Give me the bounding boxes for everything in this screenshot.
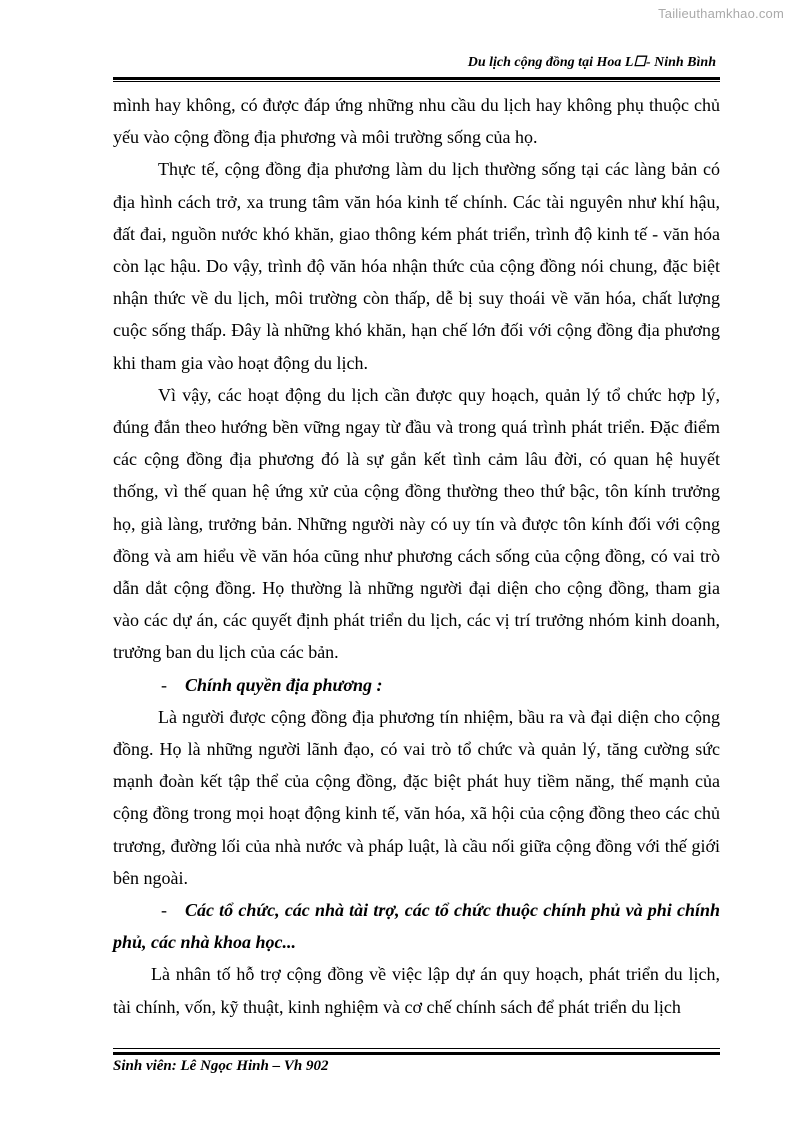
paragraph-continuation: mình hay không, có được đáp ứng những nhu cầu du lịch hay không phụ thuộc chủ yếu vào cộng đồng địa phương và môi trường sống của họ.: [113, 95, 720, 148]
footer-rule: [113, 1052, 720, 1055]
header-rule: [113, 77, 720, 80]
bullet-heading: Chính quyền địa phương :: [185, 674, 383, 695]
bullet-local-government: [113, 669, 720, 701]
paragraph-government-role: Là người được cộng đồng địa phương tín nhiệm, bầu ra và đại diện cho cộng đồng. Họ là những người lãnh đạo, có vai trò tổ chức và quản lý, tăng cường sức mạnh đoàn kết tập thể của cộng đồng, đặc biệt phát huy tiềm năng, thế mạnh của cộng đồng trong mọi hoạt động kinh tế, văn hóa, xã hội của cộng đồng theo các chủ trương, đường lối của nhà nước và pháp luật, là cầu nối giữa cộng đồng với thế giới bên ngoài.: [113, 706, 720, 888]
bullet-organizations: [113, 894, 720, 958]
header-rule-thin: [113, 81, 720, 82]
running-header-title: Du lịch cộng đồng tại Hoa L☐- Ninh Bình: [467, 55, 716, 70]
paragraph-planning: Vì vậy, các hoạt động du lịch cần được quy hoạch, quản lý tổ chức hợp lý, đúng đắn theo hướng bền vững ngay từ đầu và trong quá trình phát triển. Đặc điểm các cộng đồng địa phương đó là sự gắn kết tình cảm lâu đời, có quan hệ huyết thống, vì thế quan hệ ứng xử của cộng đồng thường theo thứ bậc, tôn kính trưởng họ, già làng, trưởng bản. Những người này có uy tín và được tôn kính đối với cộng đồng và am hiểu về văn hóa cũng như phương cách sống của cộng đồng, có vai trò dẫn dắt cộng đồng. Họ thường là những người đại diện cho cộng đồng, tham gia vào các dự án, các quyết định phát triển du lịch, các vị trí trưởng nhóm kinh doanh, trưởng ban du lịch của các bản.: [113, 384, 720, 663]
bullet-heading: Các tổ chức, các nhà tài trợ, các tổ chức thuộc chính phủ và phi chính phủ, các nhà khoa học...: [113, 900, 720, 953]
page-body: [113, 89, 720, 1023]
bullet-dash: -: [161, 900, 167, 921]
paragraph-support-role: Là nhân tố hỗ trợ cộng đồng về việc lập dự án quy hoạch, phát triển du lịch, tài chính, vốn, kỹ thuật, kinh nghiệm và cơ chế chính sách để phát triển du lịch: [113, 964, 720, 1017]
watermark-text: Tailieuthamkhao.com: [658, 6, 784, 21]
paragraph-reality: Thực tế, cộng đồng địa phương làm du lịch thường sống tại các làng bản có địa hình cách trở, xa trung tâm văn hóa kinh tế chính. Các tài nguyên như khí hậu, đất đai, nguồn nước khó khăn, giao thông kém phát triển, trình độ kinh tế - văn hóa còn lạc hậu. Do vậy, trình độ văn hóa nhận thức của cộng đồng nói chung, đặc biệt nhận thức về du lịch, môi trường còn thấp, dễ bị suy thoái về văn hóa, chất lượng cuộc sống thấp. Đây là những khó khăn, hạn chế lớn đối với cộng đồng địa phương khi tham gia vào hoạt động du lịch.: [113, 159, 720, 373]
footer-author: Sinh viên: Lê Ngọc Hinh – Vh 902: [113, 1058, 329, 1074]
bullet-dash: -: [161, 674, 167, 695]
footer-rule-thin: [113, 1048, 720, 1049]
